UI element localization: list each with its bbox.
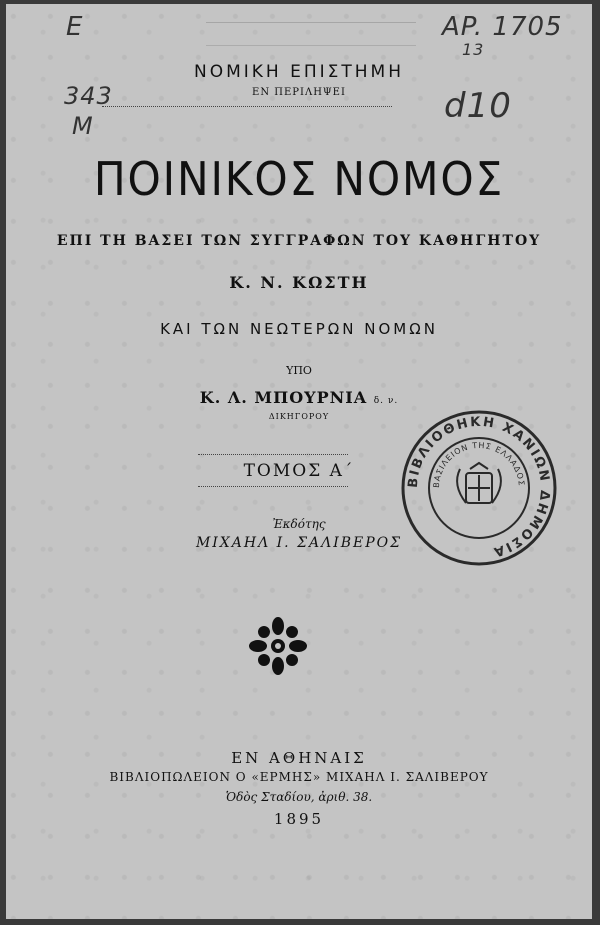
series-title: ΝΟΜΙΚΗ ΕΠΙΣΤΗΜΗ: [193, 62, 404, 82]
laws-line: ΚΑΙ ΤΩΝ ΝΕΩΤΕΡΩΝ ΝΟΜΩΝ: [160, 320, 438, 338]
author-degree: δ. ν.: [373, 396, 399, 406]
handwritten-letter: E: [66, 12, 84, 42]
book-title: ΠΟΙΝΙΚΟΣ ΝΟΜΟΣ: [93, 152, 505, 206]
imprint-address: Ὁδὸς Σταδίου, ἀριθ. 38.: [225, 790, 373, 804]
author-name: Κ. Λ. ΜΠΟΥΡΝΙΑ: [199, 388, 368, 407]
volume-label: ΤΟΜΟΣ Α΄: [243, 461, 355, 481]
handwritten-shelf-number: 343: [64, 82, 113, 110]
volume-rule-bottom: [198, 486, 348, 487]
handwritten-accession-number: AP. 1705: [442, 12, 563, 42]
volume-rule-top: [198, 454, 348, 455]
basis-line: ΕΠΙ ΤΗ ΒΑΣΕΙ ΤΩΝ ΣΥΓΓΡΑΦΩΝ ΤΟΥ ΚΑΘΗΓΗΤΟΥ: [56, 233, 542, 249]
publisher-name: ΜΙΧΑΗΛ Ι. ΣΑΛΙΒΕΡΟΣ: [195, 535, 403, 551]
imprint-city: ΕΝ ΑΘΗΝΑΙΣ: [231, 749, 367, 767]
handwritten-middle-mark: d10: [444, 86, 512, 126]
handwritten-mark: M: [72, 112, 94, 140]
professor-name: Κ. Ν. ΚΩΣΤΗ: [229, 273, 369, 292]
coat-of-arms-icon: [457, 463, 501, 503]
faint-bleedthrough-text: [206, 22, 416, 46]
series-subtitle: ΕΝ ΠΕΡΙΛΗΨΕΙ: [252, 87, 346, 98]
handwritten-accession-sub: 13: [462, 40, 485, 59]
floral-ornament-icon: [246, 614, 310, 678]
imprint-year: 1895: [273, 810, 325, 828]
stamp-outer-text: ΒΙΒΛΙΟΘΗΚΗ ΧΑΝΙΩΝ ΔΗΜΟΣΙΑ: [405, 414, 553, 560]
title-page: [6, 4, 592, 919]
author-line: [6, 388, 592, 407]
by-label: ΥΠΟ: [286, 364, 312, 377]
author-role: ΔΙΚΗΓΟΡΟΥ: [268, 412, 330, 421]
publisher-label: Ἐκδότης: [272, 517, 326, 531]
series-dotted-rule: [102, 106, 392, 107]
library-stamp-icon: [398, 407, 560, 569]
imprint-bookshop: ΒΙΒΛΙΟΠΩΛΕΙΟΝ Ο «ΕΡΜΗΣ» ΜΙΧΑΗΛ Ι. ΣΑΛΙΒΕΡΟΥ: [109, 770, 489, 784]
stamp-inner-text: ΒΑΣΙΛΕΙΟΝ ΤΗΣ ΕΛΛΑΔΟΣ: [431, 440, 527, 489]
